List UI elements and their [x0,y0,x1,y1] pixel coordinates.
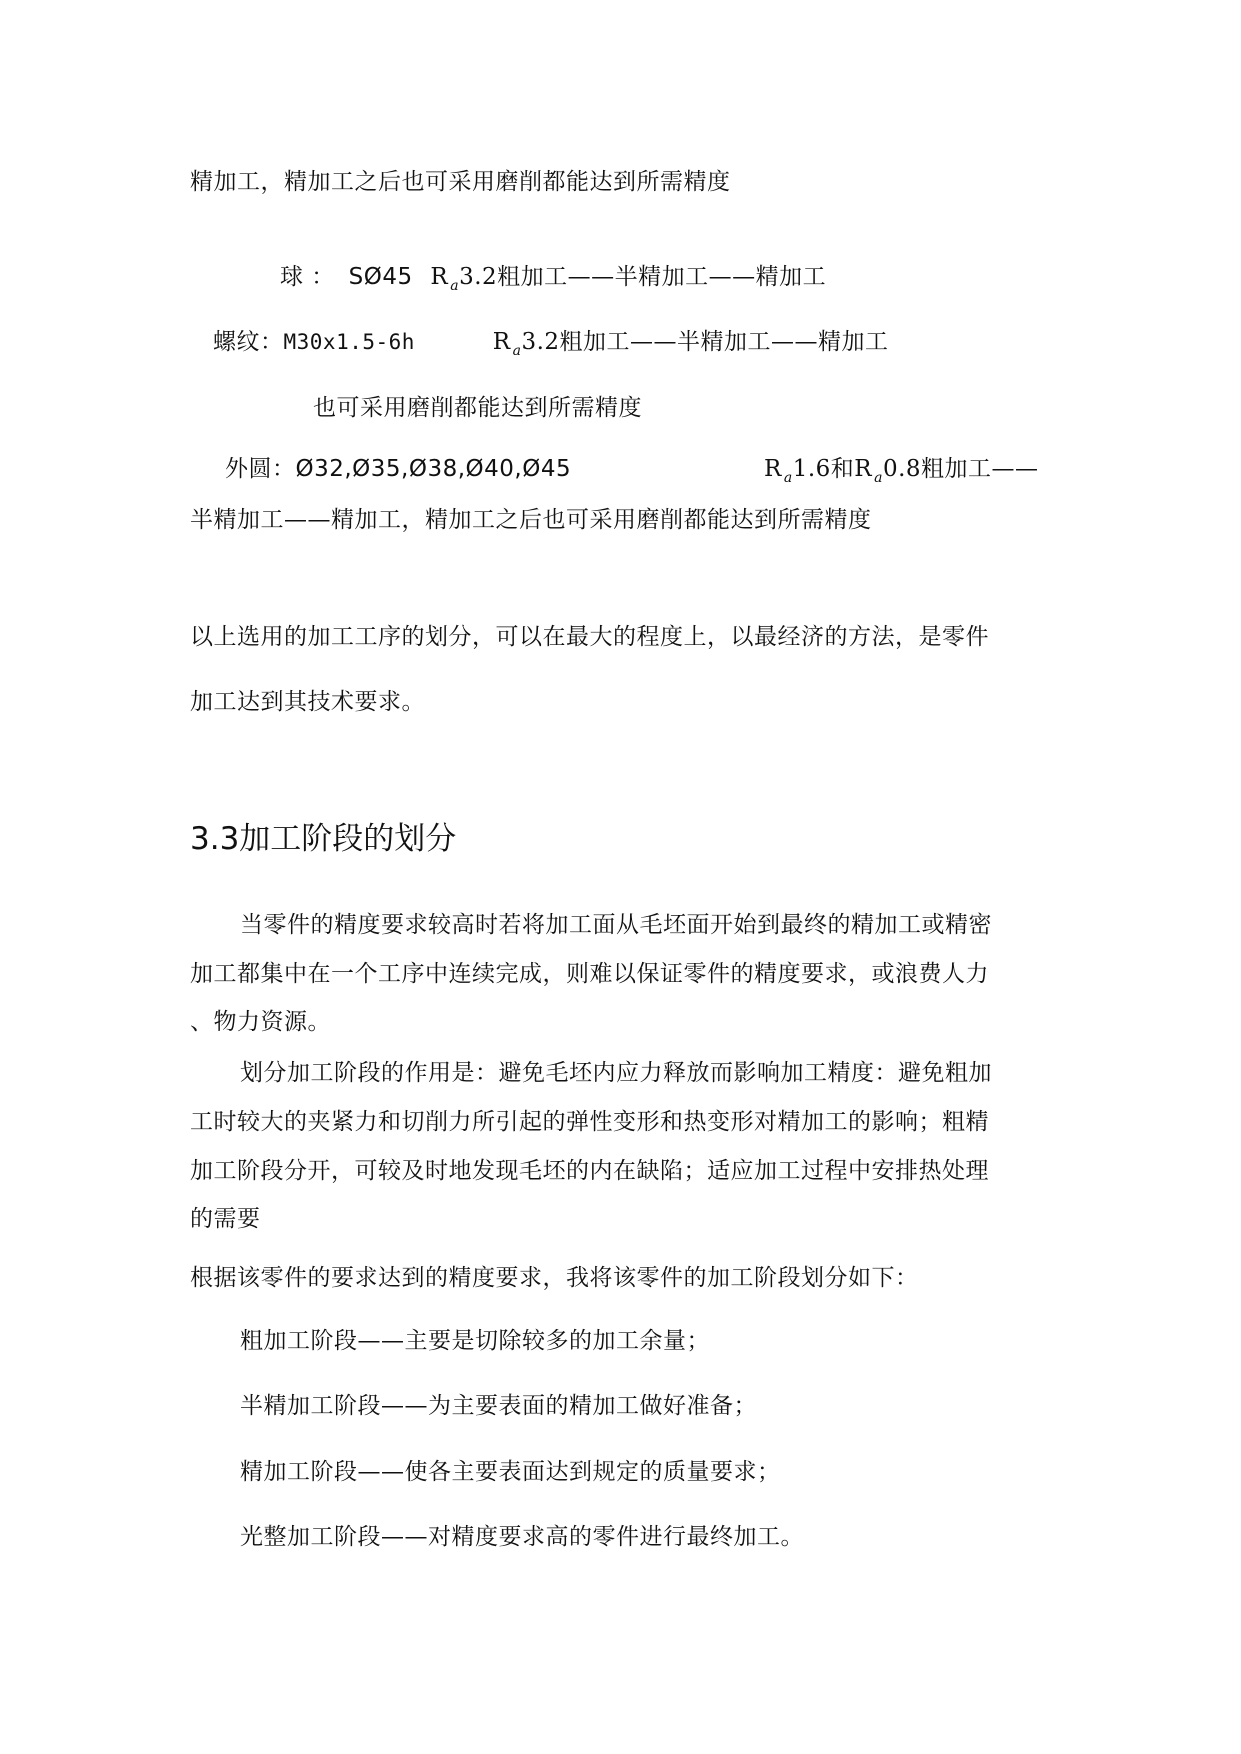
paragraph-line: 的需要 [190,1206,261,1232]
stage-item: 光整加工阶段——对精度要求高的零件进行最终加工。 [240,1524,804,1550]
text-line: 以上选用的加工工序的划分，可以在最大的程度上，以最经济的方法，是零件 [190,624,989,650]
thread-label: 螺纹： [213,329,284,355]
ball-process: 3.2粗加工——半精加工——精加工 [459,264,827,290]
stage-item: 半精加工阶段——为主要表面的精加工做好准备； [240,1393,757,1419]
outer-roughness: R $_a$1.6和R $_a$0.8粗加工—— [764,456,1039,486]
outer-dimensions: Ø32,Ø35,Ø38,Ø40,Ø45 [295,456,572,482]
outer-spec-line [225,454,571,484]
roughness-symbol: R $_a$ [854,456,883,486]
paragraph-line: 、物力资源。 [190,1009,331,1035]
ball-dimension: SØ45 [348,264,413,290]
paragraph-line: 划分加工阶段的作用是：避免毛坯内应力释放而影响加工精度：避免粗加 [240,1060,992,1086]
thread-dimension: M30x1.5-6h [283,330,415,354]
outer-label: 外圆： [225,456,296,482]
text-line: 也可采用磨削都能达到所需精度 [313,395,642,421]
ball-spec-line [280,262,826,301]
text-line: 精加工，精加工之后也可采用磨削都能达到所需精度 [190,169,731,195]
text-line: 半精加工——精加工，精加工之后也可采用磨削都能达到所需精度 [190,507,872,533]
text-line: 加工达到其技术要求。 [190,689,425,715]
thread-spec-line [213,327,889,366]
thread-process: 3.2粗加工——半精加工——精加工 [521,329,889,355]
stage-item: 粗加工阶段——主要是切除较多的加工余量； [240,1328,710,1354]
roughness-symbol: R $_a$ [764,456,793,486]
paragraph-line: 加工都集中在一个工序中连续完成，则难以保证零件的精度要求，或浪费人力 [190,961,989,987]
paragraph-line: 当零件的精度要求较高时若将加工面从毛坯面开始到最终的精加工或精密 [240,912,992,938]
roughness-symbol: R $_a$ [430,264,460,294]
stage-item: 精加工阶段——使各主要表面达到规定的质量要求； [240,1459,781,1485]
ball-label: 球 ： [280,264,335,290]
paragraph-line: 根据该零件的要求达到的精度要求，我将该零件的加工阶段划分如下： [190,1265,919,1291]
section-heading: 3.3加工阶段的划分 [190,821,457,857]
paragraph-line: 加工阶段分开，可较及时地发现毛坯的内在缺陷；适应加工过程中安排热处理 [190,1158,989,1184]
paragraph-line: 工时较大的夹紧力和切削力所引起的弹性变形和热变形对精加工的影响；粗精 [190,1109,989,1135]
roughness-symbol: R $_a$ [492,329,522,359]
